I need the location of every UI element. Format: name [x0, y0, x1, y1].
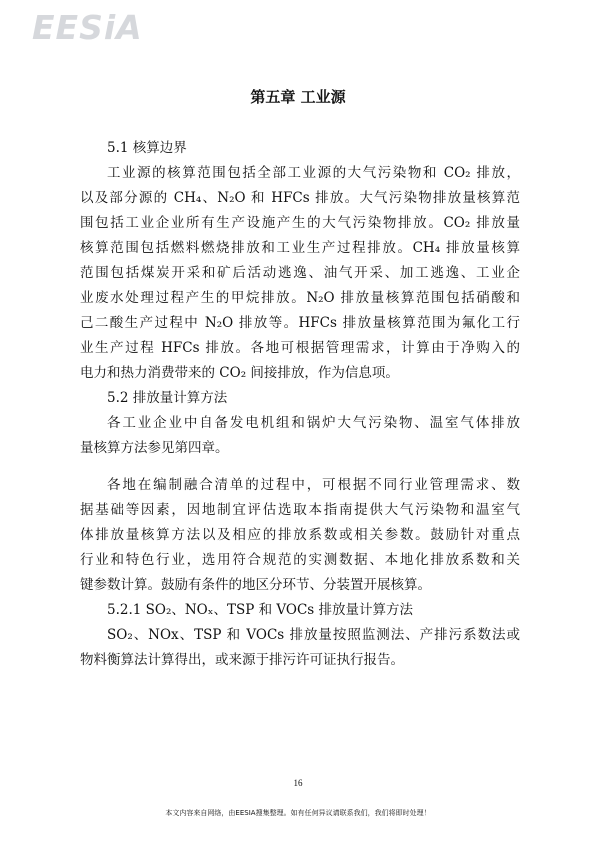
section-heading-5-1: 5.1 核算边界: [107, 140, 187, 156]
paragraph-line: SO₂、NOx、TSP 和 VOCs 排放量按照监测法、产排污系数法或: [107, 627, 520, 643]
footer-disclaimer: 本文内容来自网络，由EESIA搜集整理。如有任何异议请联系我们，我们将即时处理！: [165, 809, 431, 817]
paragraph-line: 键参数计算。鼓励有条件的地区分环节、分装置开展核算。: [80, 577, 431, 593]
paragraph-line: 物料衡算法计算得出，或来源于排污许可证执行报告。: [80, 652, 404, 668]
paragraph-line: 围包括工业企业所有生产设施产生的大气污染物排放。CO₂ 排放量: [80, 215, 520, 231]
paragraph-line: 核算范围包括燃料燃烧排放和工业生产过程排放。CH₄ 排放量核算: [80, 240, 520, 256]
document-body: [80, 136, 520, 673]
paragraph-line: 行业和特色行业，选用符合规范的实测数据、本地化排放系数和关: [80, 552, 520, 568]
chapter-title: 第五章 工业源: [250, 88, 346, 106]
eesia-logo: EESiA: [32, 8, 143, 47]
section-heading-5-2: 5.2 排放量计算方法: [107, 390, 228, 406]
paragraph-line: 范围包括煤炭开采和矿后活动逃逸、油气开采、加工逃逸、工业企: [80, 265, 520, 281]
paragraph-line: 电力和热力消费带来的 CO₂ 间接排放，作为信息项。: [80, 365, 399, 381]
paragraph-line: 己二酸生产过程中 N₂O 排放等。HFCs 排放量核算范围为氟化工行: [80, 315, 520, 331]
section-heading-5-2-1: 5.2.1 SO₂、NOₓ、TSP 和 VOCs 排放量计算方法: [107, 602, 414, 618]
paragraph-line: 工业源的核算范围包括全部工业源的大气污染物和 CO₂ 排放，: [107, 165, 520, 181]
paragraph-line: 以及部分源的 CH₄、N₂O 和 HFCs 排放。大气污染物排放量核算范: [80, 190, 520, 206]
paragraph-line: 业生产过程 HFCs 排放。各地可根据管理需求，计算由于净购入的: [80, 340, 520, 356]
paragraph-line: 量核算方法参见第四章。: [80, 440, 229, 456]
paragraph-line: 各地在编制融合清单的过程中，可根据不同行业管理需求、数: [107, 477, 520, 493]
paragraph-line: 体排放量核算方法以及相应的排放系数或相关参数。鼓励针对重点: [80, 527, 520, 543]
page-number: 16: [293, 778, 303, 788]
paragraph-line: 业废水处理过程产生的甲烷排放。N₂O 排放量核算范围包括硝酸和: [80, 290, 520, 306]
paragraph-line: 各工业企业中自备发电机组和锅炉大气污染物、温室气体排放: [107, 415, 520, 431]
paragraph-line: 据基础等因素，因地制宜评估选取本指南提供大气污染物和温室气: [80, 502, 520, 518]
